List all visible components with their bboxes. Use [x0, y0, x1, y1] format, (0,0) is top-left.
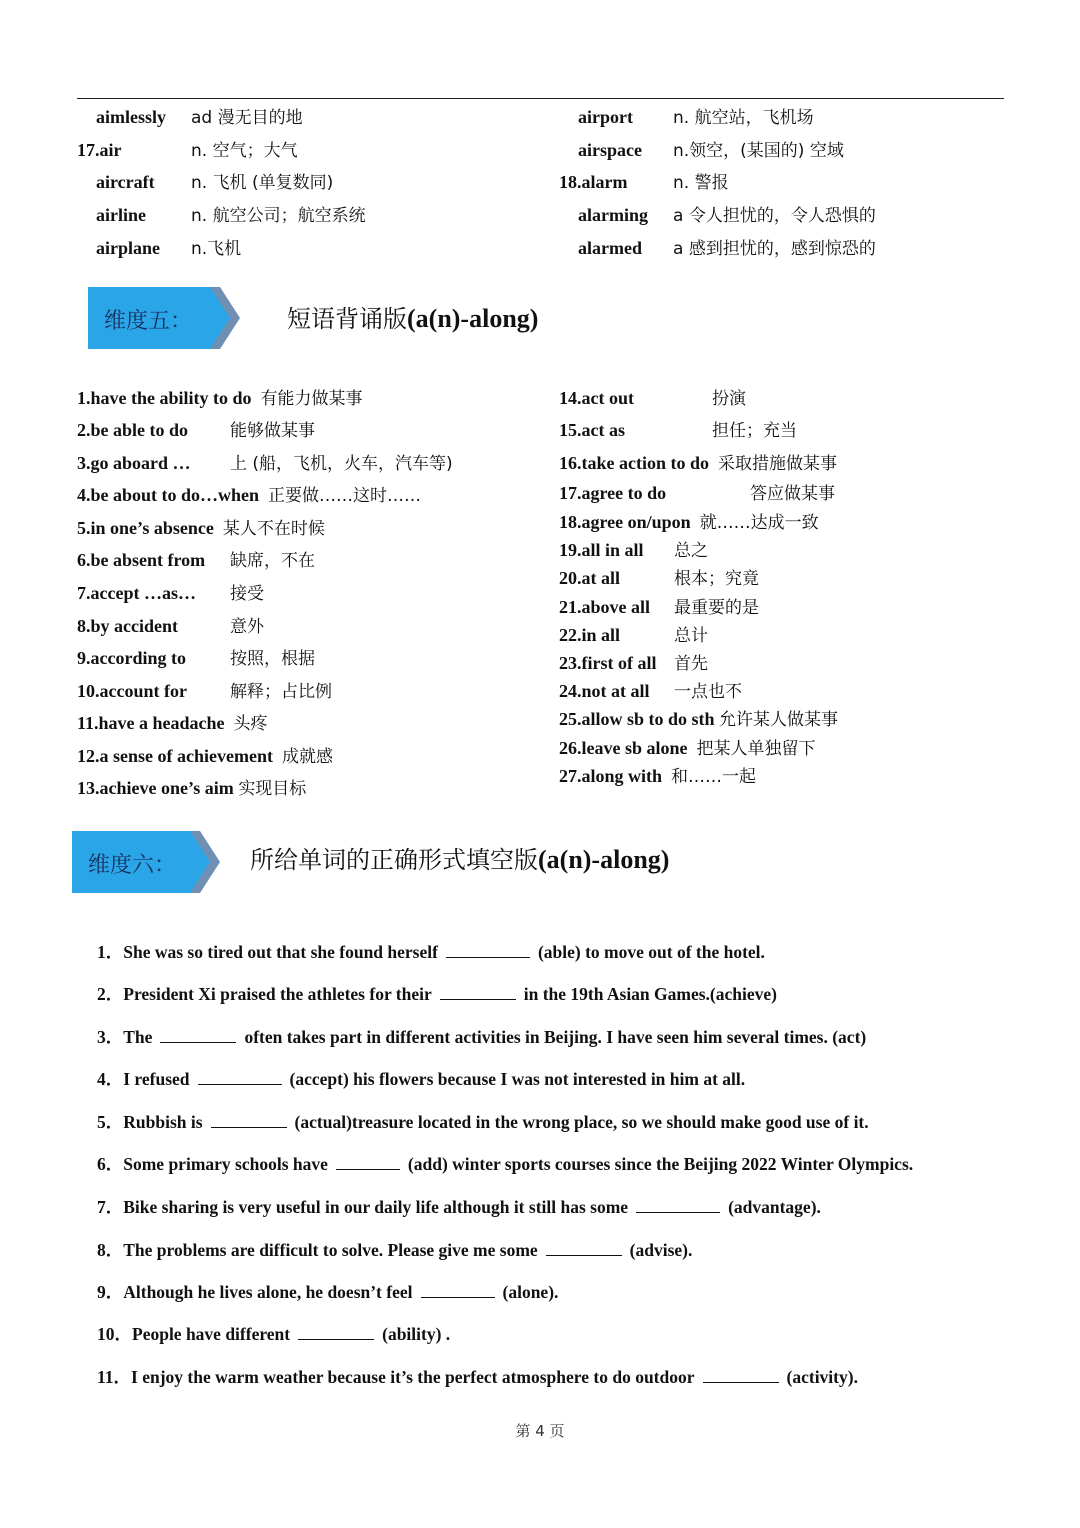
vocab-word: aimlessly — [96, 107, 166, 127]
phrase-item: 1.have the ability to do 有能力做某事 — [77, 388, 363, 409]
phrase-item: 18.agree on/upon 就……达成一致 — [559, 512, 819, 533]
vocab-word: airspace — [578, 140, 642, 160]
page-number: 第 4 页 — [515, 1422, 565, 1440]
phrase-meaning: 根本；究竟 — [674, 569, 759, 589]
section5-label: 维度五： — [104, 309, 193, 334]
phrase-item: 20.at all — [559, 568, 620, 588]
vocab-word: alarming — [578, 205, 648, 225]
phrase-item: 3.go aboard … — [77, 453, 191, 473]
question-item: 7．Bike sharing is very useful in our daily life although it still has some (advantage). — [97, 1197, 821, 1217]
vocab-def: n.领空，(某国的) 空域 — [673, 141, 844, 161]
answer-blank[interactable] — [546, 1241, 622, 1256]
phrase-item: 5.in one’s absence 某人不在时候 — [77, 518, 325, 539]
phrase-item: 4.be about to do…when 正要做……这时…… — [77, 485, 422, 506]
section6-title: 所给单词的正确形式填空版(a(n)-along) — [250, 845, 670, 874]
phrase-item: 12.a sense of achievement 成就感 — [77, 746, 333, 767]
phrase-item: 24.not at all — [559, 681, 650, 701]
phrase-item: 16.take action to do 采取措施做某事 — [559, 453, 837, 474]
vocab-word: alarmed — [578, 238, 642, 258]
phrase-item: 23.first of all — [559, 653, 657, 673]
phrase-item: 25.allow sb to do sth 允许某人做某事 — [559, 709, 839, 730]
vocab-word: airplane — [96, 238, 161, 258]
question-item: 9．Although he lives alone, he doesn’t feel (alone). — [97, 1282, 559, 1302]
vocab-word: 17.air — [77, 140, 122, 160]
question-item: 8．The problems are difficult to solve. Please give me some (advise). — [97, 1240, 693, 1260]
answer-blank[interactable] — [211, 1113, 287, 1128]
phrase-meaning: 总计 — [674, 626, 708, 646]
phrase-item: 21.above all — [559, 597, 651, 617]
phrase-meaning: 扮演 — [712, 389, 746, 409]
phrase-meaning: 缺席，不在 — [230, 551, 315, 571]
answer-blank[interactable] — [198, 1070, 282, 1085]
vocab-word: airline — [96, 205, 146, 225]
phrase-item: 7.accept …as… — [77, 583, 196, 603]
phrase-item: 27.along with 和……一起 — [559, 766, 757, 787]
phrase-item: 11.have a headache 头疼 — [77, 713, 268, 734]
section6-label: 维度六： — [88, 853, 177, 878]
answer-blank[interactable] — [421, 1283, 495, 1298]
question-item: 2．President Xi praised the athletes for their in the 19th Asian Games.(achieve) — [97, 984, 777, 1004]
vocab-word: aircraft — [96, 172, 155, 192]
vocab-def: a 感到担忧的，感到惊恐的 — [673, 239, 876, 259]
question-item: 1．She was so tired out that she found herself (able) to move out of the hotel. — [97, 942, 765, 962]
vocab-def: n. 航空站，飞机场 — [673, 108, 814, 128]
phrase-item: 22.in all — [559, 625, 621, 645]
question-item: 6．Some primary schools have (add) winter sports courses since the Beijing 2022 Winter Olympics. — [97, 1154, 914, 1174]
answer-blank[interactable] — [440, 985, 516, 1000]
phrase-item: 15.act as — [559, 420, 625, 440]
phrase-meaning: 接受 — [230, 584, 264, 604]
phrase-meaning: 一点也不 — [674, 682, 742, 702]
phrase-meaning: 按照，根据 — [230, 649, 315, 669]
vocab-def: n. 空气；大气 — [191, 141, 298, 161]
vocab-def: n. 警报 — [673, 173, 729, 193]
header-rule — [77, 98, 1004, 99]
phrase-item: 19.all in all — [559, 540, 644, 560]
vocab-def: n. 航空公司；航空系统 — [191, 206, 366, 226]
question-item: 5．Rubbish is (actual)treasure located in the wrong place, so we should make good use of it. — [97, 1112, 869, 1132]
answer-blank[interactable] — [703, 1368, 779, 1383]
answer-blank[interactable] — [336, 1155, 400, 1170]
answer-blank[interactable] — [636, 1198, 720, 1213]
vocab-def: a 令人担忧的，令人恐惧的 — [673, 206, 876, 226]
phrase-item: 10.account for — [77, 681, 187, 701]
phrase-item: 26.leave sb alone 把某人单独留下 — [559, 738, 816, 759]
phrase-meaning: 答应做某事 — [750, 484, 835, 504]
question-item: 10．People have different (ability) . — [97, 1324, 451, 1344]
phrase-meaning: 首先 — [674, 654, 708, 674]
phrase-item: 8.by accident — [77, 616, 178, 636]
question-item: 11．I enjoy the warm weather because it’s the perfect atmosphere to do outdoor (activity). — [97, 1367, 858, 1387]
question-item: 3．The often takes part in different activities in Beijing. I have seen him several times. (act) — [97, 1027, 867, 1047]
phrase-meaning: 上 (船，飞机，火车，汽车等) — [230, 454, 453, 474]
vocab-word: airport — [578, 107, 633, 127]
phrase-item: 17.agree to do — [559, 483, 667, 503]
phrase-meaning: 最重要的是 — [674, 598, 759, 618]
answer-blank[interactable] — [446, 943, 530, 958]
phrase-item: 2.be able to do — [77, 420, 189, 440]
phrase-meaning: 意外 — [230, 617, 264, 637]
answer-blank[interactable] — [298, 1325, 374, 1340]
vocab-def: ad 漫无目的地 — [191, 108, 303, 128]
phrase-meaning: 能够做某事 — [230, 421, 315, 441]
phrase-item: 9.according to — [77, 648, 186, 668]
question-item: 4．I refused (accept) his flowers because I was not interested in him at all. — [97, 1069, 746, 1089]
vocab-def: n.飞机 — [191, 239, 242, 259]
section5-banner — [88, 287, 240, 349]
phrase-meaning: 解释；占比例 — [230, 682, 332, 702]
vocab-word: 18.alarm — [559, 172, 628, 192]
phrase-item: 6.be absent from — [77, 550, 206, 570]
section5-title: 短语背诵版(a(n)-along) — [287, 304, 539, 333]
phrase-meaning: 总之 — [674, 541, 708, 561]
phrase-item: 14.act out — [559, 388, 634, 408]
phrase-item: 13.achieve one’s aim 实现目标 — [77, 778, 307, 799]
answer-blank[interactable] — [160, 1028, 236, 1043]
phrase-meaning: 担任；充当 — [712, 421, 797, 441]
vocab-def: n. 飞机 (单复数同) — [191, 173, 334, 193]
section6-banner — [72, 831, 220, 893]
